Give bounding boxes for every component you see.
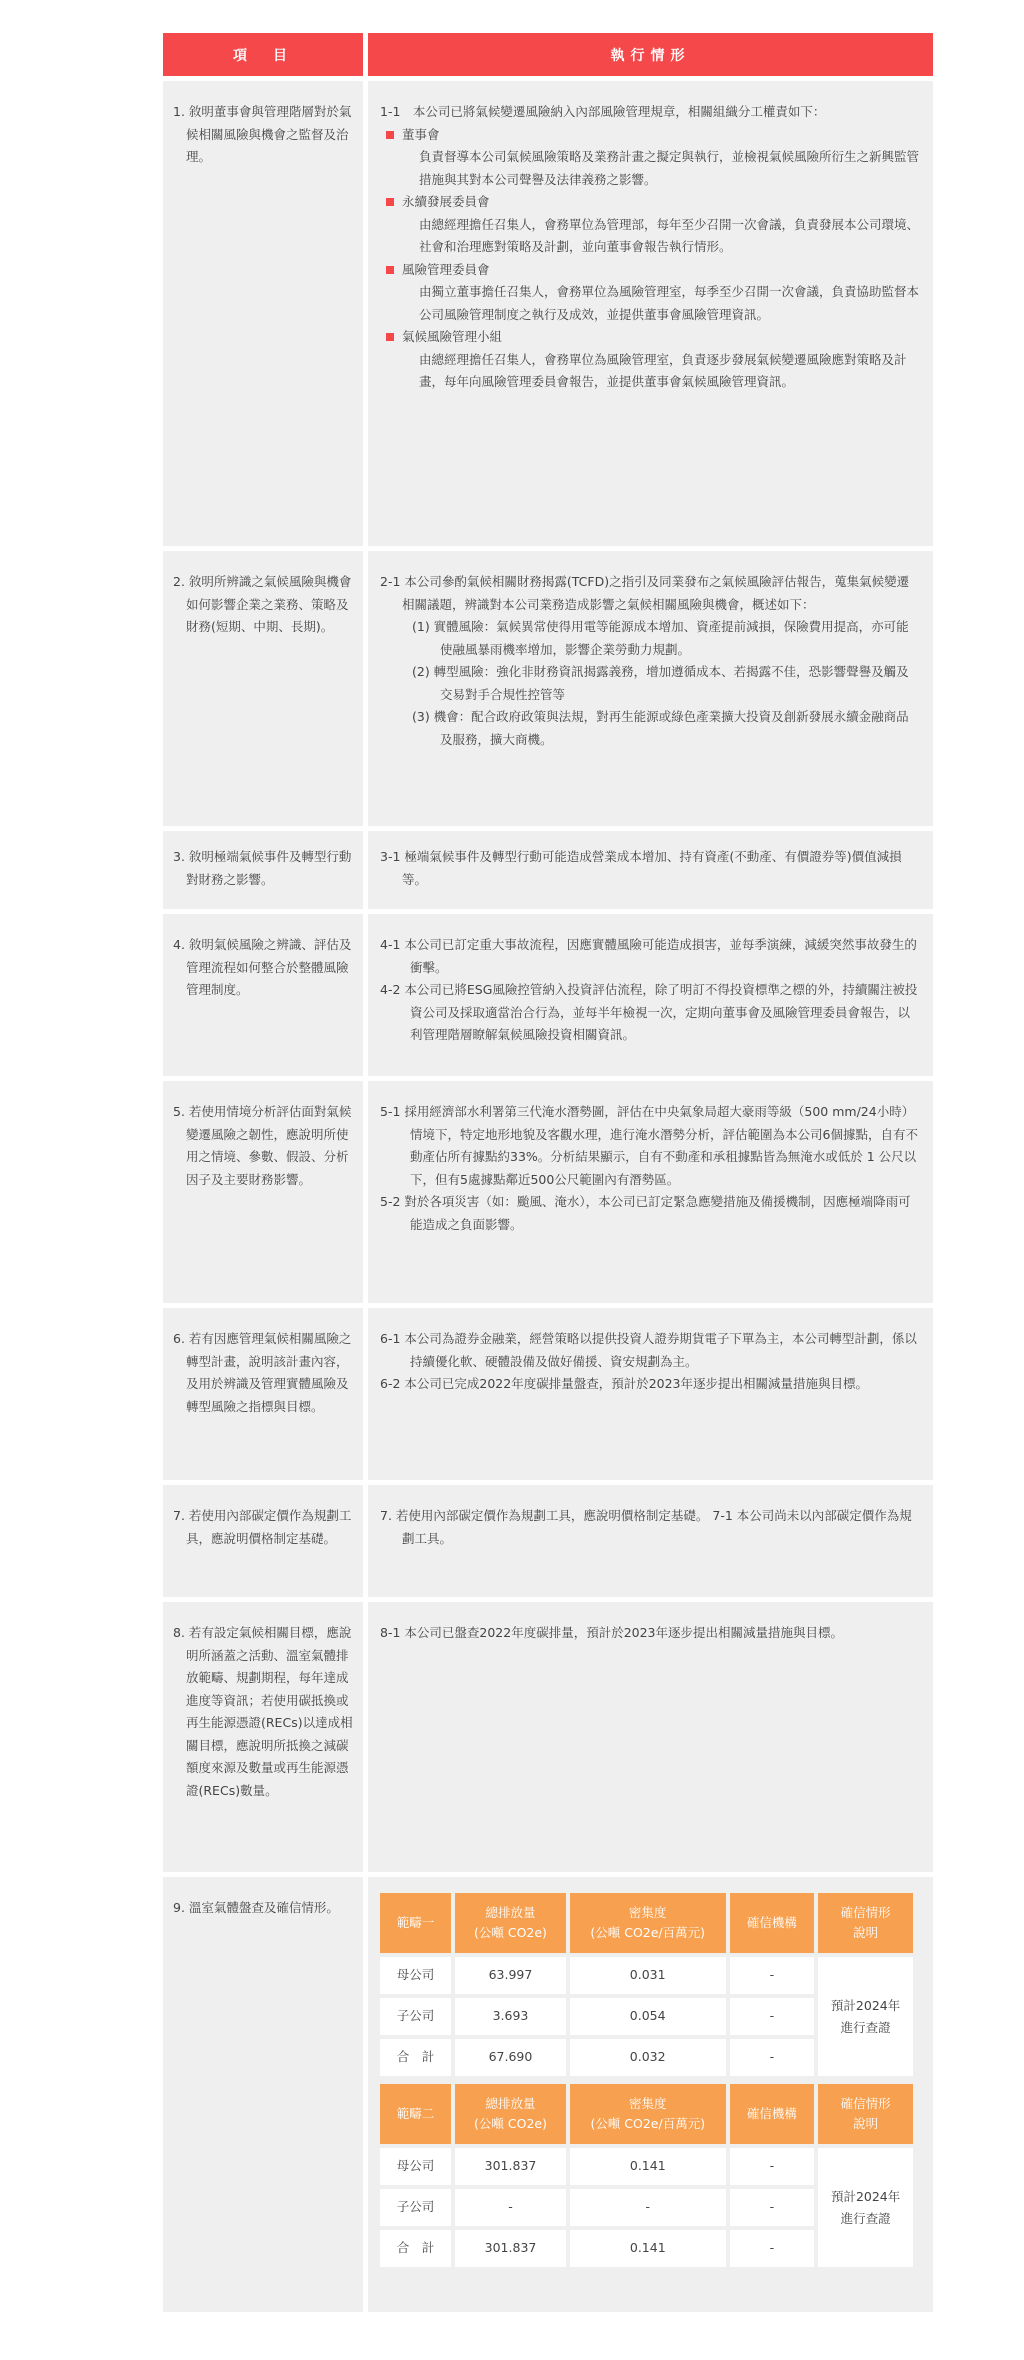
item-label: 5. 若使用情境分析評估面對氣候變遷風險之韌性，應說明所使用之情境、參數、假設、分析因子及主要財務影響。 — [173, 1104, 352, 1187]
col-density: 密集度 — [629, 2096, 667, 2111]
ghg-scope2-table — [376, 2080, 917, 2271]
item-para: 6-1 本公司為證券金融業，經營策略以提供投資人證券期貨電子下單為主，本公司轉型計劃，係以持續優化軟、硬體設備及做好備援、資安規劃為主。 — [380, 1331, 917, 1369]
density-value: 0.054 — [570, 1998, 726, 2035]
item-para: 7. 若使用內部碳定價作為規劃工具，應說明價格制定基礎。 7-1 本公司尚未以內部碳定價作為規劃工具。 — [380, 1508, 912, 1546]
bullet-body: 由獨立董事擔任召集人，會務單位為風險管理室，每季至少召開一次會議，負責協助監督本公司風險管理制度之執行及成效，並提供董事會風險管理資訊。 — [419, 284, 920, 322]
table-header — [163, 33, 933, 76]
item-para: 4-1 本公司已訂定重大事故流程，因應實體風險可能造成損害，並每季演練，減緩突然事故發生的衝擊。 — [380, 937, 917, 975]
total-value: - — [455, 2189, 566, 2226]
item-label: 6. 若有因應管理氣候相關風險之轉型計畫，說明該計畫內容，及用於辨識及管理實體風險及轉型風險之指標與目標。 — [173, 1331, 352, 1414]
status-note-2: 進行查證 — [840, 2210, 891, 2226]
col-status: 確信情形 — [840, 2096, 891, 2111]
entity-name: 子公司 — [380, 1998, 451, 2035]
table-row — [380, 2148, 913, 2185]
verifier-value: - — [730, 2148, 815, 2185]
sub-item: (1) 實體風險：氣候異常使得用電等能源成本增加、資產提前減損，保險費用提高，亦可能使融風暴雨機率增加，影響企業勞動力規劃。 — [412, 619, 909, 657]
item-para: 5-1 採用經濟部水利署第三代淹水潛勢圖，評估在中央氣象局超大豪雨等級（500 mm/24小時）情境下，特定地形地貌及客觀水理，進行淹水潛勢分析，評估範圍為本公司6個據點，自有不動產佔所有據點約33%。分析結果顯示，自有不動產和承租據點皆為無淹水或低於 1 公尺以下，但有5處據點鄰近500公尺範圍內有潛勢區。 — [380, 1104, 918, 1187]
table-row — [163, 1308, 933, 1480]
item-para: 4-2 本公司已將ESG風險控管納入投資評估流程，除了明訂不得投資標準之標的外，持續關注被投資公司及採取適當治合行為，並每半年檢視一次，定期向董事會及風險管理委員會報告，以利管理階層瞭解氣候風險投資相關資訊。 — [380, 982, 918, 1042]
table-row — [163, 551, 933, 826]
col-status: 確信情形 — [840, 1905, 891, 1920]
item-para: 5-2 對於各項災害（如：颱風、淹水），本公司已訂定緊急應變措施及備援機制，因應極端降雨可能造成之負面影響。 — [380, 1194, 911, 1232]
status-note-2: 進行查證 — [840, 2019, 891, 2035]
total-value: 3.693 — [455, 1998, 566, 2035]
sub-item: (3) 機會：配合政府政策與法規，對再生能源或綠色產業擴大投資及創新發展永續金融商品及服務，擴大商機。 — [412, 709, 909, 747]
item-para: 8-1 本公司已盤查2022年度碳排量，預計於2023年逐步提出相關減量措施與目標。 — [380, 1625, 844, 1640]
item-label: 8. 若有設定氣候相關目標，應說明所涵蓋之活動、溫室氣體排放範疇、規劃期程，每年達成進度等資訊；若使用碳抵換或再生能源憑證(RECs)以達成相關目標，應說明所抵換之減碳額度來源及數量或再生能源憑證(RECs)數量。 — [173, 1625, 353, 1798]
density-value: 0.141 — [570, 2230, 726, 2267]
entity-name: 子公司 — [380, 2189, 451, 2226]
bullet-body: 負責督導本公司氣候風險策略及業務計畫之擬定與執行，並檢視氣候風險所衍生之新興監管措施與其對本公司聲譽及法律義務之影響。 — [419, 149, 920, 187]
table-row — [380, 1957, 913, 1994]
density-value: 0.032 — [570, 2039, 726, 2076]
item-label: 9. 溫室氣體盤查及確信情形。 — [173, 1900, 339, 1915]
density-value: - — [570, 2189, 726, 2226]
col-density-unit: (公噸 CO2e/百萬元) — [590, 1925, 706, 1940]
col-density: 密集度 — [628, 1905, 667, 1920]
col-verifier: 確信機構 — [730, 1893, 815, 1953]
item-label: 3. 敘明極端氣候事件及轉型行動對財務之影響。 — [173, 849, 352, 887]
table-row — [163, 1081, 933, 1303]
total-value: 67.690 — [455, 2039, 566, 2076]
bullet-title: 氣候風險管理小組 — [380, 326, 919, 349]
entity-name: 合 計 — [380, 2230, 451, 2267]
col-total-unit: (公噸 CO2e) — [473, 1925, 547, 1940]
density-value: 0.031 — [570, 1957, 726, 1994]
entity-name: 母公司 — [380, 1957, 451, 1994]
item-label: 4. 敘明氣候風險之辨識、評估及管理流程如何整合於整體風險管理制度。 — [173, 937, 352, 997]
header-item: 項 目 — [163, 33, 363, 76]
bullet-title: 永續發展委員會 — [380, 191, 919, 214]
item-label: 7. 若使用內部碳定價作為規劃工具，應說明價格制定基礎。 — [173, 1508, 352, 1546]
col-total: 總排放量 — [485, 1905, 536, 1920]
scope-label: 範疇二 — [380, 2084, 451, 2144]
item-label: 1. 敘明董事會與管理階層對於氣候相關風險與機會之監督及治理。 — [173, 104, 352, 164]
scope-label: 範疇一 — [380, 1893, 451, 1953]
total-value: 63.997 — [455, 1957, 566, 1994]
table-row — [163, 1485, 933, 1597]
table-row — [163, 1602, 933, 1872]
col-total-unit: (公噸 CO2e) — [474, 2116, 547, 2131]
item-label: 2. 敘明所辨識之氣候風險與機會如何影響企業之業務、策略及財務(短期、中期、長期)。 — [173, 574, 352, 634]
item-para: 6-2 本公司已完成2022年度碳排量盤查，預計於2023年逐步提出相關減量措施與目標。 — [380, 1376, 869, 1391]
table-row — [163, 914, 933, 1076]
total-value: 301.837 — [455, 2148, 566, 2185]
total-value: 301.837 — [455, 2230, 566, 2267]
header-status: 執行情形 — [368, 33, 933, 76]
col-status-2: 說明 — [853, 1925, 879, 1940]
bullet-title: 風險管理委員會 — [380, 259, 919, 282]
verifier-value: - — [730, 2230, 815, 2267]
sub-item: (2) 轉型風險：強化非財務資訊揭露義務，增加遵循成本、若揭露不佳，恐影響聲譽及觸及交易對手合規性控管等 — [412, 664, 909, 702]
climate-disclosure-table — [163, 33, 933, 2317]
verifier-value: - — [730, 1957, 815, 1994]
verifier-value: - — [730, 2039, 815, 2076]
bullet-body: 由總經理擔任召集人，會務單位為管理部，每年至少召開一次會議，負責發展本公司環境、社會和治理應對策略及計劃，並向董事會報告執行情形。 — [419, 216, 920, 254]
item-intro: 1-1 本公司已將氣候變遷風險納入內部風險管理規章，相關組織分工權責如下： — [380, 104, 826, 119]
bullet-title: 董事會 — [380, 124, 919, 147]
table-row — [163, 81, 933, 546]
col-total: 總排放量 — [485, 2096, 536, 2111]
entity-name: 合 計 — [380, 2039, 451, 2076]
table-row — [163, 1877, 933, 2312]
col-density-unit: (公噸 CO2e/百萬元) — [590, 2116, 706, 2131]
status-note: 預計2024年 — [830, 2188, 901, 2204]
col-status-2: 說明 — [853, 2116, 879, 2131]
table-row — [163, 831, 933, 909]
ghg-scope1-table — [376, 1889, 917, 2080]
density-value: 0.141 — [570, 2148, 726, 2185]
item-intro: 2-1 本公司參酌氣候相關財務揭露(TCFD)之指引及同業發布之氣候風險評估報告，蒐集氣候變遷相關議題，辨識對本公司業務造成影響之氣候相關風險與機會，概述如下： — [380, 574, 910, 612]
bullet-body: 由總經理擔任召集人，會務單位為風險管理室，負責逐步發展氣候變遷風險應對策略及計畫，每年向風險管理委員會報告，並提供董事會氣候風險管理資訊。 — [419, 351, 907, 389]
entity-name: 母公司 — [380, 2148, 451, 2185]
verifier-value: - — [730, 2189, 815, 2226]
col-verifier: 確信機構 — [730, 2084, 815, 2144]
verifier-value: - — [730, 1998, 815, 2035]
item-para: 3-1 極端氣候事件及轉型行動可能造成營業成本增加、持有資產(不動產、有價證券等)價值減損等。 — [380, 849, 902, 887]
status-note: 預計2024年 — [830, 1997, 901, 2013]
